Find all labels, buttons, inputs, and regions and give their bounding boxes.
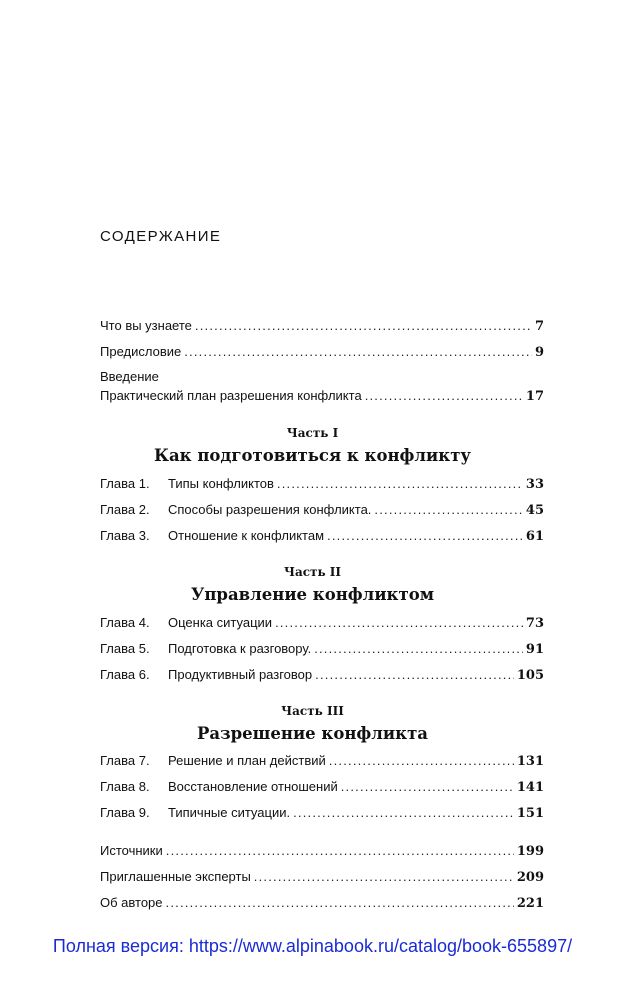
chapter-number: Глава 5. bbox=[100, 641, 150, 656]
dot-leader bbox=[293, 805, 514, 821]
toc-entry-chapter-2[interactable] bbox=[100, 502, 544, 519]
toc-heading: СОДЕРЖАНИЕ bbox=[100, 228, 222, 245]
chapter-number: Глава 6. bbox=[100, 667, 150, 682]
entry-label: Предисловие bbox=[100, 344, 182, 359]
chapter-number: Глава 7. bbox=[100, 753, 150, 768]
dot-leader bbox=[277, 476, 523, 492]
toc-entry-front-1[interactable] bbox=[100, 318, 544, 335]
entry-label: Практический план разрешения конфликта bbox=[100, 388, 362, 403]
toc-entry-chapter-1[interactable] bbox=[100, 476, 544, 493]
toc-entry-chapter-7[interactable] bbox=[100, 753, 544, 770]
dot-leader bbox=[254, 869, 514, 885]
entry-page: 151 bbox=[516, 806, 544, 821]
entry-page: 45 bbox=[525, 503, 544, 518]
chapter-number: Глава 2. bbox=[100, 502, 150, 517]
toc-entry-chapter-6[interactable] bbox=[100, 667, 544, 684]
entry-page: 105 bbox=[516, 668, 544, 683]
dot-leader bbox=[166, 895, 514, 911]
entry-label: Типы конфликтов bbox=[168, 476, 274, 491]
toc-entry-chapter-8[interactable] bbox=[100, 779, 544, 796]
toc-entry-back-1[interactable] bbox=[100, 843, 544, 860]
dot-leader bbox=[314, 641, 523, 657]
dot-leader bbox=[374, 502, 523, 518]
entry-page: 33 bbox=[525, 477, 544, 492]
part-3-title: Разрешение конфликта bbox=[196, 724, 429, 743]
entry-label: Приглашенные эксперты bbox=[100, 869, 251, 884]
part-1-title: Как подготовиться к конфликту bbox=[153, 446, 471, 465]
part-2-label: Часть II bbox=[283, 565, 342, 579]
entry-page: 141 bbox=[516, 780, 544, 795]
entry-label: Оценка ситуации bbox=[168, 615, 273, 630]
chapter-number: Глава 3. bbox=[100, 528, 150, 543]
dot-leader bbox=[327, 528, 523, 544]
dot-leader bbox=[365, 388, 523, 404]
full-version-link[interactable]: Полная версия: https://www.alpinabook.ru/catalog/book-655897/ bbox=[52, 936, 573, 956]
entry-page: 61 bbox=[525, 529, 544, 544]
dot-leader bbox=[195, 318, 532, 334]
entry-label: Что вы узнаете bbox=[100, 318, 192, 333]
chapter-number: Глава 9. bbox=[100, 805, 150, 820]
entry-label: Восстановление отношений bbox=[168, 779, 338, 794]
entry-label: Продуктивный разговор bbox=[168, 667, 313, 682]
entry-label: Подготовка к разговору. bbox=[168, 641, 312, 656]
entry-page: 131 bbox=[516, 754, 544, 769]
dot-leader bbox=[184, 344, 532, 360]
entry-page: 17 bbox=[525, 389, 544, 404]
intro-label: Введение bbox=[100, 369, 159, 384]
entry-label: Источники bbox=[100, 843, 163, 858]
entry-label: Об авторе bbox=[100, 895, 163, 910]
toc-entry-chapter-5[interactable] bbox=[100, 641, 544, 658]
dot-leader bbox=[341, 779, 514, 795]
part-3-label: Часть III bbox=[281, 704, 344, 718]
dot-leader bbox=[166, 843, 514, 859]
entry-page: 91 bbox=[525, 642, 544, 657]
entry-page: 221 bbox=[516, 896, 544, 911]
toc-entry-intro[interactable] bbox=[100, 388, 544, 405]
part-2-title: Управление конфликтом bbox=[190, 585, 435, 604]
chapter-number: Глава 4. bbox=[100, 615, 150, 630]
chapter-number: Глава 8. bbox=[100, 779, 150, 794]
dot-leader bbox=[275, 615, 523, 631]
chapter-number: Глава 1. bbox=[100, 476, 150, 491]
dot-leader bbox=[315, 667, 514, 683]
entry-page: 73 bbox=[525, 616, 544, 631]
entry-label: Способы разрешения конфликта. bbox=[168, 502, 372, 517]
entry-page: 199 bbox=[516, 844, 544, 859]
entry-label: Решение и план действий bbox=[168, 753, 326, 768]
dot-leader bbox=[329, 753, 514, 769]
toc-entry-chapter-9[interactable] bbox=[100, 805, 544, 822]
entry-label: Отношение к конфликтам bbox=[168, 528, 325, 543]
toc-entry-front-2[interactable] bbox=[100, 344, 544, 361]
entry-page: 209 bbox=[516, 870, 544, 885]
entry-page: 9 bbox=[534, 345, 544, 360]
toc-entry-chapter-4[interactable] bbox=[100, 615, 544, 632]
part-1-label: Часть I bbox=[286, 426, 339, 440]
toc-entry-back-2[interactable] bbox=[100, 869, 544, 886]
toc-entry-chapter-3[interactable] bbox=[100, 528, 544, 545]
entry-page: 7 bbox=[534, 319, 544, 334]
toc-entry-back-3[interactable] bbox=[100, 895, 544, 912]
entry-label: Типичные ситуации. bbox=[168, 805, 291, 820]
